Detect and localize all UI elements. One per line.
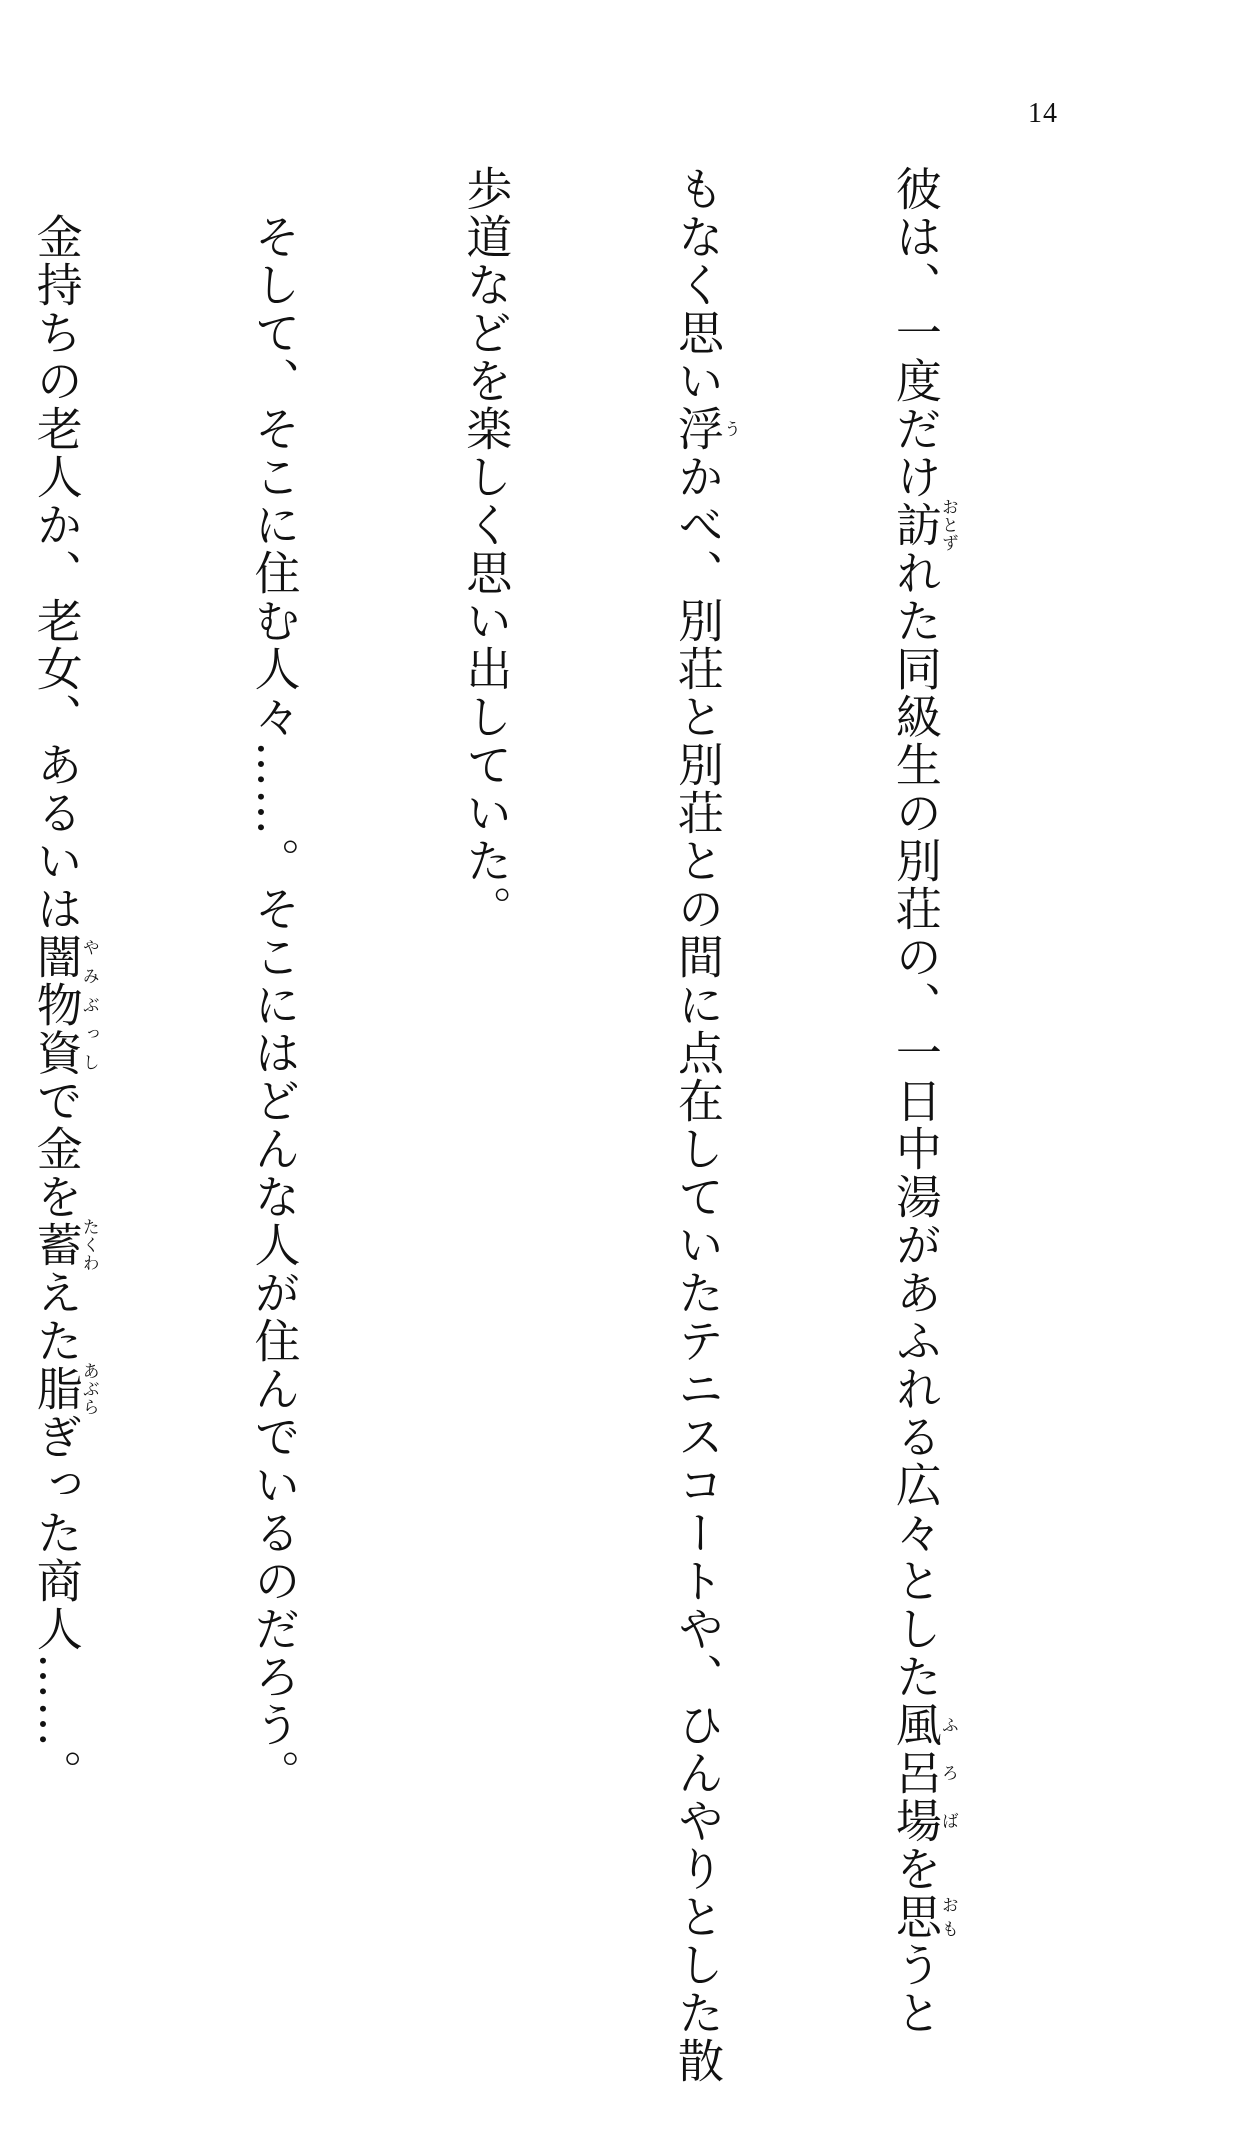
vertical-text-body	[29, 165, 1098, 2085]
furigana: 脂あぶら	[29, 1362, 99, 1416]
text-line: もなく思い浮うかべ、別荘と別荘との間に点在していたテニスコートや、ひんやりとした散	[671, 165, 741, 2085]
furigana: 風呂場ふろば	[888, 1701, 958, 1845]
text-line: 彼は、一度だけ訪おとずれた同級生の別荘の、一日中湯があふれる広々とした風呂場ふろばを思おもうと	[888, 165, 958, 2037]
furigana: 思おも	[888, 1893, 958, 1941]
furigana: 蓄たくわ	[29, 1218, 99, 1272]
furigana: 闇物資やみぶっし	[29, 933, 99, 1077]
text-line: 金持ちの老人か、老女、あるいは闇物資やみぶっしで金を蓄たくわえた脂あぶらぎった商人……。	[29, 165, 99, 1797]
furigana: 訪おとず	[888, 498, 958, 552]
text-line: そして、そこに住む人々……。そこにはどんな人が住んでいるのだろう。	[247, 165, 302, 1797]
text-line: 歩道などを楽しく思い出していた。	[459, 165, 514, 933]
furigana: 浮う	[671, 405, 741, 453]
page-number: 14	[1028, 98, 1058, 129]
